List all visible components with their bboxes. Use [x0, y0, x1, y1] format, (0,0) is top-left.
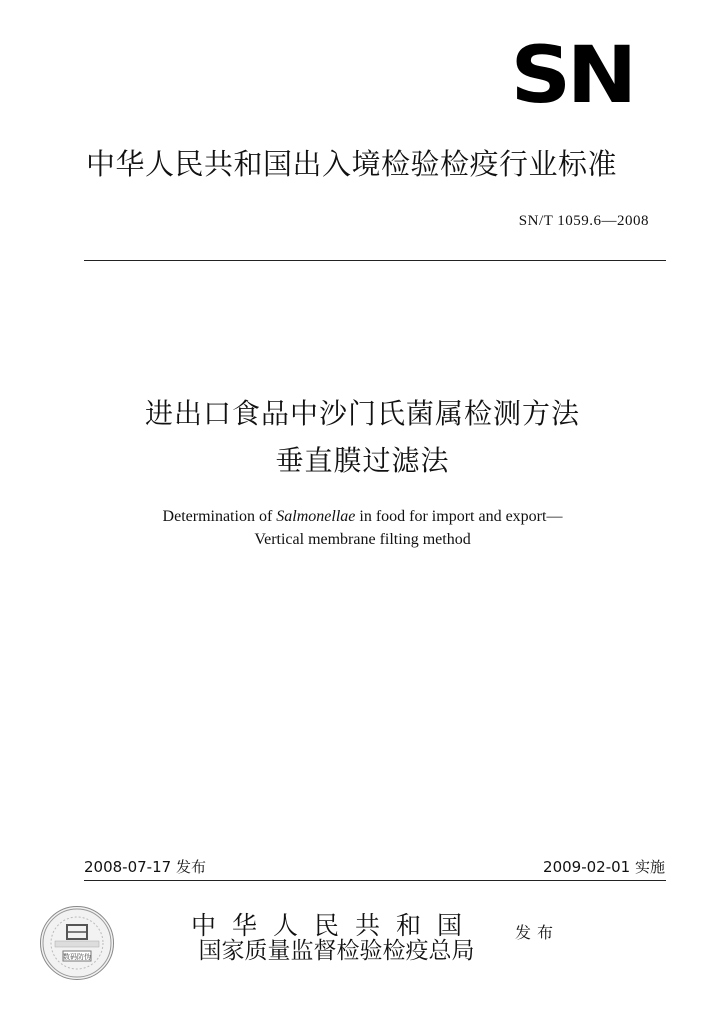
publisher-line1: 中华人民共和国 — [190, 911, 478, 940]
publisher-line2: 国家质量监督检验检疫总局 — [198, 938, 475, 964]
english-title-prefix: Determination of — [162, 508, 277, 525]
publish-label: 发布 — [515, 923, 560, 942]
sn-logo: SN — [510, 31, 633, 121]
chinese-title-line1: 进出口食品中沙门氏菌属检测方法 — [144, 397, 580, 430]
bottom-divider — [84, 880, 666, 881]
seal-text: 数码防伪 — [63, 953, 91, 961]
chinese-title-line2: 垂直膜过滤法 — [275, 444, 450, 477]
standard-code: SN/T 1059.6—2008 — [518, 213, 649, 229]
english-title-organism: Salmonellae — [276, 508, 356, 525]
english-title-line1 — [0, 507, 725, 527]
implementation-date: 2009-02-01 实施 — [543, 858, 665, 876]
issue-date: 2008-07-17 发布 — [84, 858, 206, 876]
standard-category-title: 中华人民共和国出入境检验检疫行业标准 — [86, 147, 618, 181]
english-title-line2: Vertical membrane filting method — [254, 531, 471, 548]
english-title-suffix: in food for import and export— — [355, 508, 563, 525]
top-divider — [84, 260, 666, 261]
